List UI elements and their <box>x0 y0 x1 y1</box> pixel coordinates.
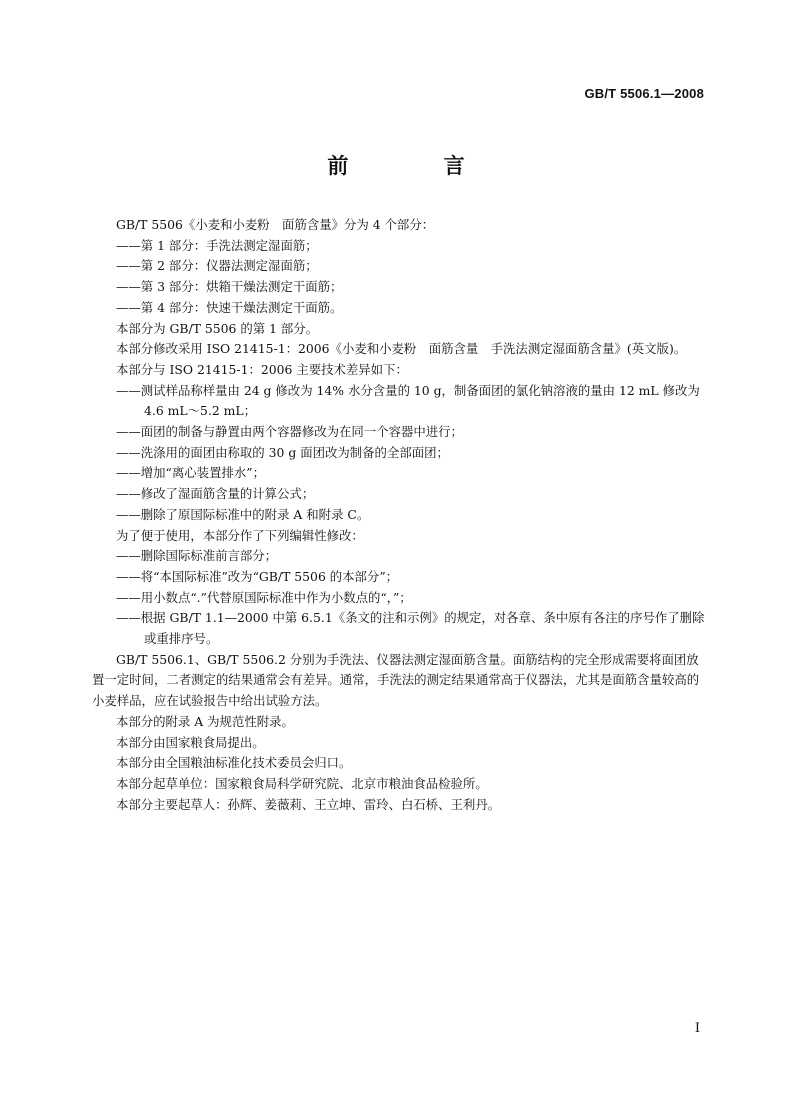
standard-number: GB/T 5506.1—2008 <box>584 86 704 101</box>
foreword-body <box>92 215 706 815</box>
dash-item: ——删除国际标准前言部分； <box>116 548 278 564</box>
paragraph: 本部分主要起草人：孙辉、姜薇莉、王立坤、雷玲、白石桥、王利丹。 <box>116 796 501 812</box>
paragraph: GB/T 5506《小麦和小麦粉 面筋含量》分为 4 个部分： <box>116 217 435 232</box>
page-number: I <box>694 1021 700 1036</box>
page-title: 前 言 <box>327 154 509 178</box>
paragraph: 本部分与 ISO 21415-1：2006 主要技术差异如下： <box>116 361 408 377</box>
dash-item: ——洗涤用的面团由称取的 30 g 面团改为制备的全部面团； <box>116 444 449 460</box>
paragraph: 本部分由全国粮油标准化技术委员会归口。 <box>116 755 352 771</box>
dash-item: ——第 1 部分：手洗法测定湿面筋； <box>116 237 318 253</box>
dash-item: ——用小数点“.”代替原国际标准中作为小数点的“，”； <box>116 589 412 605</box>
paragraph: 本部分修改采用 ISO 21415-1：2006《小麦和小麦粉 面筋含量 手洗法测定湿面筋含量》(英文版)。 <box>116 341 687 357</box>
paragraph: 本部分起草单位：国家粮食局科学研究院、北京市粮油食品检验所。 <box>116 775 488 791</box>
dash-item: ——测试样品称样量由 24 g 修改为 14% 水分含量的 10 g，制备面团的氯化钠溶液的量由 12 mL 修改为 4.6 mL～5.2 mL； <box>116 382 700 419</box>
dash-item: ——将“本国际标准”改为“GB/T 5506 的本部分”； <box>116 568 399 584</box>
dash-item: ——面团的制备与静置由两个容器修改为在同一个容器中进行； <box>116 424 463 440</box>
paragraph: 本部分的附录 A 为规范性附录。 <box>116 713 294 729</box>
dash-item: ——根据 GB/T 1.1—2000 中第 6.5.1《条文的注和示例》的规定，对各章、条中原有各注的序号作了删除或重排序号。 <box>116 610 705 647</box>
paragraph: 为了便于使用，本部分作了下列编辑性修改： <box>116 527 364 543</box>
dash-item: ——第 4 部分：快速干燥法测定干面筋。 <box>116 299 343 315</box>
paragraph: 本部分由国家粮食局提出。 <box>116 734 265 750</box>
dash-item: ——第 2 部分：仪器法测定湿面筋； <box>116 258 318 274</box>
dash-item: ——删除了原国际标准中的附录 A 和附录 C。 <box>116 506 370 522</box>
dash-item: ——增加“离心装置排水”； <box>116 465 265 481</box>
dash-item: ——修改了湿面筋含量的计算公式； <box>116 486 315 502</box>
paragraph: 本部分为 GB/T 5506 的第 1 部分。 <box>116 320 319 336</box>
dash-item: ——第 3 部分：烘箱干燥法测定干面筋； <box>116 279 343 295</box>
paragraph: GB/T 5506.1、GB/T 5506.2 分别为手洗法、仪器法测定湿面筋含量。面筋结构的完全形成需要将面团放置一定时间，二者测定的结果通常会有差异。通常，手洗法的测定结果通常高于仪器法，尤其是面筋含量较高的小麦样品，应在试验报告中给出试验方法。 <box>92 651 700 709</box>
